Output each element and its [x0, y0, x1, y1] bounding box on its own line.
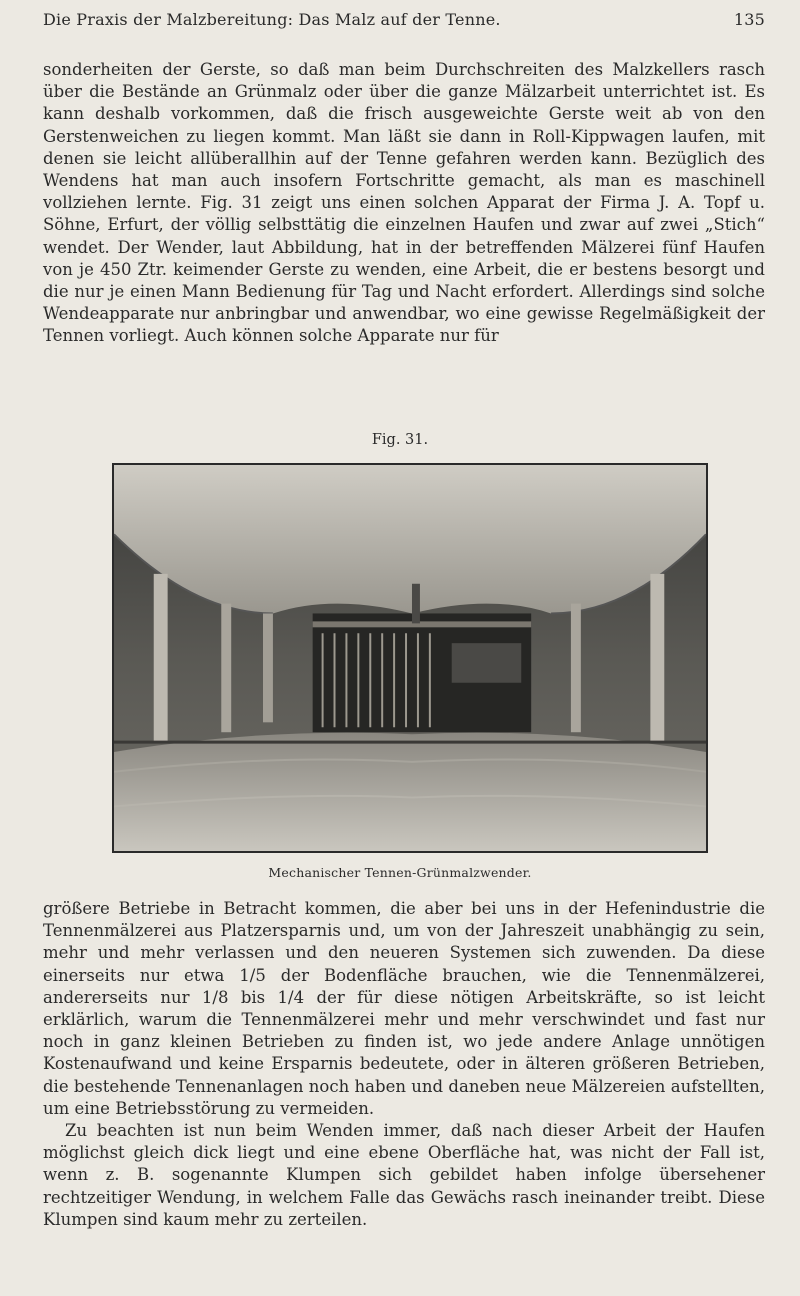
paragraph-3: Zu beachten ist nun beim Wenden immer, daß nach dieser Arbeit der Haufen möglichst gleich dick liegt und eine ebene Oberfläche hat, was nicht der Fall ist, wenn z. B. sogenannte Klumpen sich gebildet haben infolge übersehener rechtzeitiger Wendung, in welchem Falle das Gewächs rasch ineinander treibt. Diese Klumpen sind kaum mehr zu zerteilen. [43, 1121, 765, 1229]
page-header [43, 10, 765, 29]
figure-photo [112, 463, 708, 853]
running-title: Die Praxis der Malzbereitung: Das Malz auf der Tenne. [43, 10, 501, 29]
figure-label: Fig. 31. [371, 432, 429, 448]
figure-caption: Mechanischer Tennen-Grünmalzwender. [268, 865, 532, 880]
paragraph-1: sonderheiten der Gerste, so daß man beim Durchschreiten des Malzkellers rasch über die Bestände an Grünmalz oder über die ganze Mälzarbeit unterrichtet ist. Es kann deshalb vorkommen, daß die frisch ausgeweichte Gerste weit ab von den Gerstenweichen zu liegen kommt. Man läßt sie dann in Roll-Kippwagen laufen, mit denen sie leicht allüberallhin auf der Tenne gefahren werden kann. Bezüglich des Wendens hat man auch insofern Fortschritte gemacht, als man es maschinell vollziehen lernte. Fig. 31 zeigt uns einen solchen Apparat der Firma J. A. Topf u. Söhne, Erfurt, der völlig selbsttätig die einzelnen Haufen und zwar auf zwei „Stich“ wendet. Der Wender, laut Abbildung, hat in der betreffenden Mälzerei fünf Haufen von je 450 Ztr. keimender Gerste zu wenden, eine Arbeit, die er bestens besorgt und die nur je einen Mann Bedienung für Tag und Nacht erfordert. Allerdings sind solche Wendeapparate nur anbringbar und anwendbar, wo eine gewisse Regelmäßigkeit der Tennen vorliegt. Auch können solche Apparate nur für [43, 60, 765, 346]
body-text-lower [43, 898, 765, 1231]
page-number: 135 [733, 10, 765, 29]
malting-floor-photo [114, 465, 706, 851]
paragraph-2: größere Betriebe in Betracht kommen, die aber bei uns in der Hefenindustrie die Tennenmälzerei aus Platzersparnis und, um von der Jahreszeit unabhängig zu sein, mehr und mehr verlassen und den neueren Systemen sich zuwenden. Da diese einerseits nur etwa 1/5 der Bodenfläche brauchen, wie die Tennenmälzerei, andererseits nur 1/8 bis 1/4 der für diese nötigen Arbeitskräfte, so ist leicht erklärlich, warum die Tennenmälzerei mehr und mehr verschwindet und fast nur noch in ganz kleinen Betrieben zu finden ist, wo jede andere Anlage unnötigen Kostenaufwand und keine Ersparnis bedeutete, oder in älteren größeren Betrieben, die bestehende Tennenanlagen noch haben und daneben neue Mälzereien aufstellten, um eine Betriebsstörung zu vermeiden. [43, 899, 765, 1118]
